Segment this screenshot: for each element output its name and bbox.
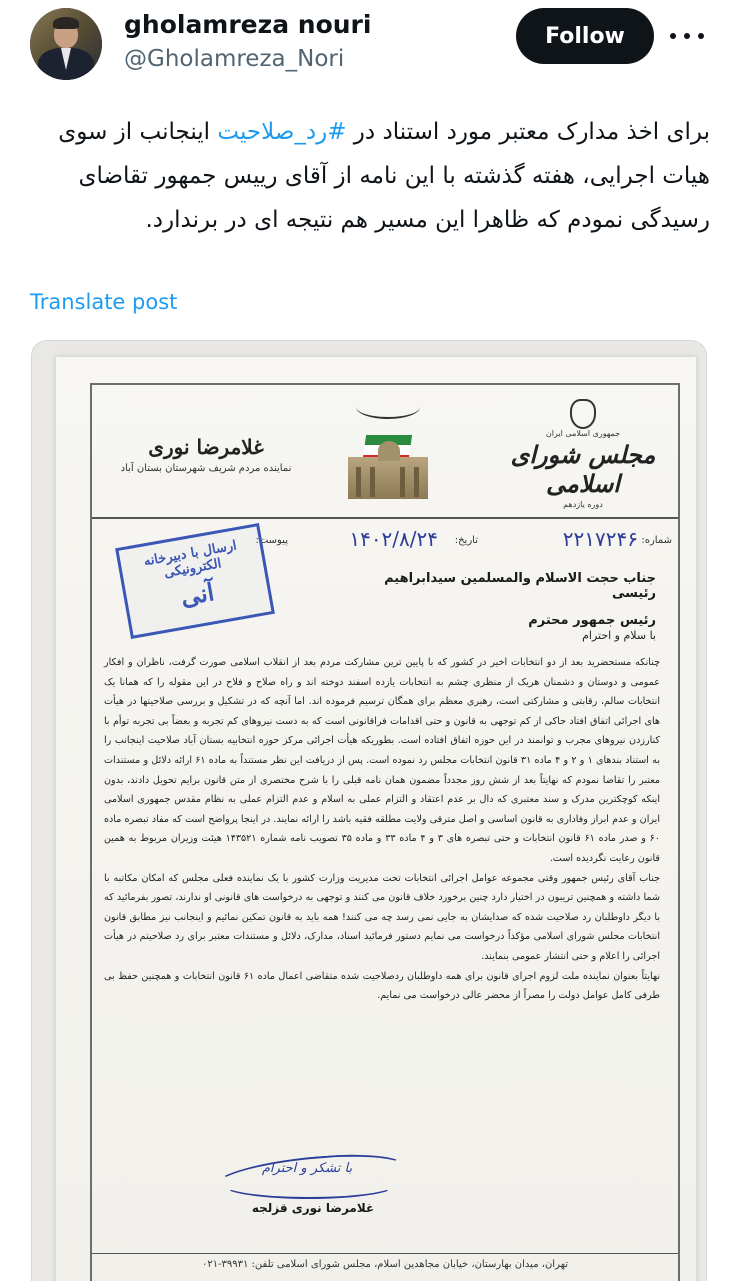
body-paragraph-3: نهایتاً بعنوان نماینده ملت لزوم اجرای قانون برای همه داوطلبان ردصلاحیت شده متقاضی اعمال ماده ۶۱ قانون انتخابات و همچنین حفظ بی طرفی کامل عوامل دولت را مصراً از محضر عالی درخواست می نمایم.	[104, 970, 661, 1002]
signer-name: غلامرضا نوری قزلجه	[251, 1201, 375, 1215]
closing-handwritten: با تشکر و احترام	[261, 1161, 353, 1176]
building-column	[356, 467, 361, 497]
attachment-label: پیوست:	[255, 535, 288, 546]
org-small-top: جمهوری اسلامی ایران	[545, 429, 621, 438]
body-paragraph-1: چنانکه مستحضرید بعد از دو انتخابات اخیر در کشور که با پایین ترین مشارکت مردم بعد از انقلاب اسلامی صورت گرفت، ناظران و افکار عمومی و دوستان و دشمنان هریک از منظری چشم به انتخابات یازده اسفند دوخته اند و راه صلاح و فلاح در این مقوله را که همانا یک انتخابات سالم، رقابتی و مشارکتی است، رهبری معظم برای همگان ترسیم فرموده اند. اما آنچه که در تشکیل و بررسی صلاحیتها در هیأت های اجرائی اتفاق افتاد حاکی از کم توجهی به قانون و حتی اقدامات فراقانونی است که به دست نیروهای کم تجربه و بعضاً بی تجربه توأم با کنارزدن نیروهای مجرب و توانمند در این حوزه اتفاق افتاده است. بطوریکه هیأت اجرائی مرکز حوزه انتخابیه بستان آباد صلاحیت اینجانب را به استناد بندهای ۱ و ۲ و ۴ ماده ۳۱ قانون انتخابات مجلس رد نموده است. پس از دریافت این نظر مستنداً به ماده ۶۱ ارائه دلائل و مستندات معتبر را تقاضا نمودم که نهایتاً بعد از شش روز مجدداً مضمون همان نامه قبلی را با شرح مختصری از متن قانون برایم تحویل دادند، بدون اینکه کوچکترین مدرک و سند معتبری که دال بر عدم اعتقاد و التزام عملی به اسلام و عدم التزام عملی به نظام مقدس جمهوری اسلامی ایران و عدم ابراز وفاداری به قانون اساسی و اصل مترقی ولایت مطلقه فقیه باشد را ارائه نمایند. در اینجا پرواضح است که مفاد تبصره ماده ۶۰ و صدر ماده ۶۱ قانون انتخابات و حتی تبصره های ۳ و ۴ ماده ۳۳ و ماده ۳۵ تصویب نامه شماره ۱۴۳۵۲۱ هیئت وزیران مربوط به همین قانون رعایت نگردیده است.	[104, 657, 660, 864]
calligraphy-icon	[356, 395, 420, 419]
post-text-before: برای اخذ مدارک معتبر مورد استناد در	[346, 119, 710, 145]
stamp-line-1: ارسال با دبیرخانه الکترونیکی	[142, 538, 238, 582]
post-image[interactable]	[31, 340, 707, 1281]
more-options-icon[interactable]	[670, 22, 704, 50]
letterhead-logo	[338, 395, 438, 505]
author-name[interactable]: gholamreza nouri	[124, 10, 372, 39]
building-column	[414, 467, 419, 497]
footer-divider	[92, 1253, 678, 1254]
more-dot	[670, 33, 676, 39]
letter-footer-address: تهران، میدان بهارستان، خیابان مجاهدین اسلام، مجلس شورای اسلامی تلفن: ۳۹۹۳۱-۰۲۱	[202, 1259, 568, 1270]
letterhead-sender	[106, 435, 306, 474]
number-label: شماره:	[641, 535, 672, 546]
org-name: مجلس شورای اسلامی	[510, 440, 656, 498]
recipient	[336, 571, 656, 628]
recipient-name: جناب حجت الاسلام والمسلمین سیدابراهیم رئیسی	[384, 571, 656, 601]
avatar[interactable]	[30, 8, 102, 80]
hashtag-link[interactable]: #رد_صلاحیت	[217, 119, 347, 145]
org-term: دوره یازدهم	[563, 500, 603, 509]
letter-date: ۱۴۰۲/۸/۲۴	[349, 527, 438, 551]
recipient-title: رئیس جمهور محترم	[528, 613, 656, 628]
building-column	[400, 467, 405, 497]
sender-name: غلامرضا نوری	[148, 435, 264, 459]
follow-button[interactable]: Follow	[516, 8, 654, 64]
emblem-icon	[570, 399, 596, 429]
more-dot	[698, 33, 704, 39]
author-handle[interactable]: @Gholamreza_Nori	[124, 46, 345, 72]
header-divider	[92, 517, 678, 519]
more-dot	[684, 33, 690, 39]
building-column	[370, 467, 375, 497]
letter-body	[104, 653, 660, 1006]
letter-border	[90, 383, 680, 1281]
sender-title: نماینده مردم شریف شهرستان بستان آباد	[120, 463, 292, 474]
post-text	[26, 110, 710, 242]
greeting: با سلام و احترام	[582, 629, 656, 642]
letterhead-majlis	[508, 399, 658, 509]
letter-paper	[56, 357, 696, 1281]
avatar-hair	[53, 17, 79, 29]
letter-number: ۲۲۱۷۲۴۶	[562, 527, 638, 551]
post-text-after: اینجانب از سوی هیات اجرایی، هفته گذشته با این نامه از آقای رییس جمهور تقاضای رسیدگی نمودم که ظاهرا این مسیر هم نتیجه ای در برندارد.	[50, 119, 710, 233]
body-paragraph-2: جناب آقای رئیس جمهور وقتی مجموعه عوامل اجرائی انتخابات تحت مدیریت وزارت کشور با یک نماینده فعلی مجلس که امکان مکاتبه با شما داشته و همچنین تریبون در اختیار دارد چنین برخورد خلاف قانون می کنند و توجهی به درخواست های قانونی او ندارند، تصور بفرمائید که با دیگر داوطلبان رد صلاحیت شده که صدایشان به جایی نمی رسد چه می کنند! همه باید به قانون تمکین نمائیم و اینجانب نیز مطابق قانون انتخابات مجلس شورای اسلامی مؤکداً درخواست می نمایم دستور فرمائید اسناد، مدارک، دلائل و مستندات معتبر برای رد صلاحیتم در هیأت اجرائی را اعلام و حتی انتشار عمومی بنمایند.	[104, 872, 660, 962]
stamp-line-2: آنی	[178, 577, 217, 612]
translate-post-link[interactable]: Translate post	[30, 290, 178, 314]
date-label: تاریخ:	[454, 535, 478, 546]
parliament-building-icon	[348, 457, 428, 499]
tweet-header	[0, 0, 734, 100]
